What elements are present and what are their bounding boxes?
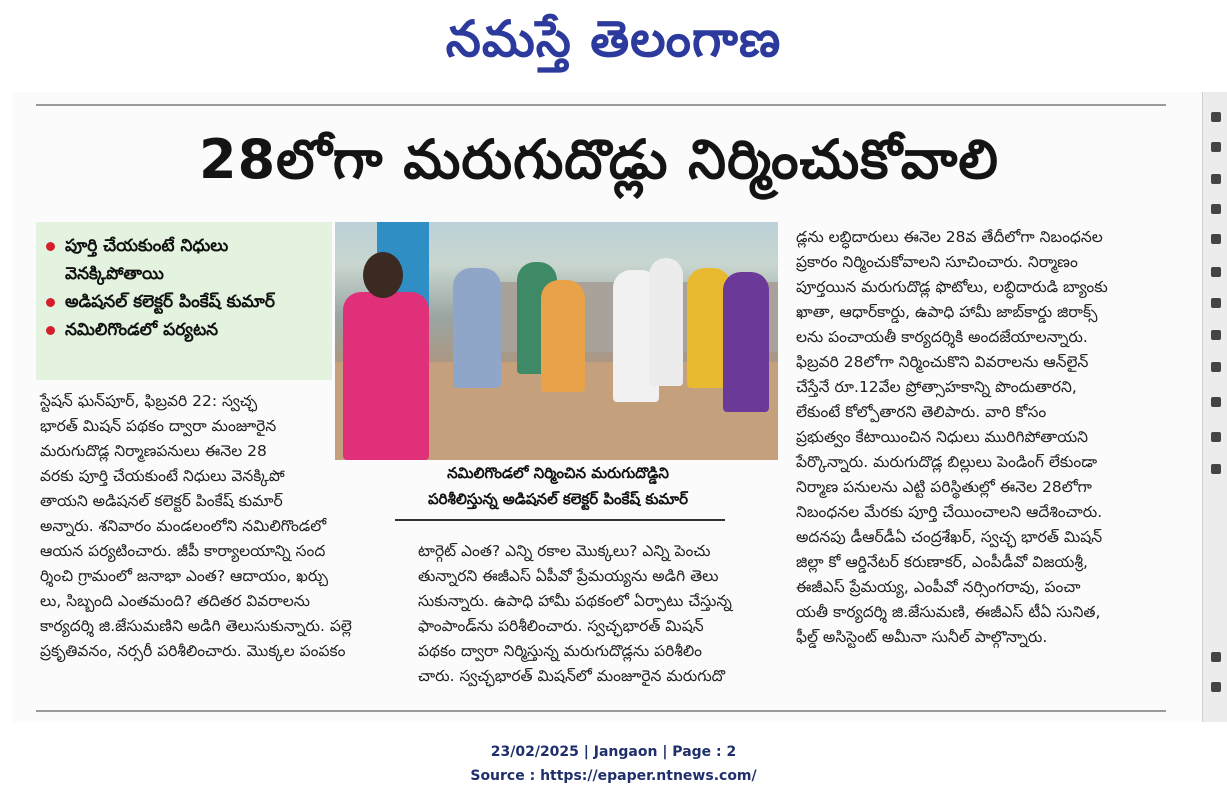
newspaper-logo: నమస్తే తెలంగాణ (445, 10, 782, 68)
highlight-item: అడిషనల్ కలెక్టర్ పింకేష్ కుమార్ (46, 288, 324, 316)
text-line: లు, సిబ్బంది ఎంతమంది? తదితర వివరాలను (40, 592, 311, 610)
article-headline: 28లోగా మరుగుదొడ్లు నిర్మించుకోవాలి (199, 128, 999, 191)
text-line: డ్లను లబ్ధిదారులు ఈనెల 28వ తేదీలోగా నిబంధనల (796, 228, 1103, 246)
bullet-icon (46, 326, 55, 335)
article-column-1 (40, 389, 392, 664)
highlight-item: పూర్తి చేయకుంటే నిధులు వెనక్కిపోతాయి (46, 232, 324, 288)
text-line: అదనపు డీఆర్‌డీఏ చంద్రశేఖర్, స్వచ్ఛ భారత్ మిషన్ (796, 528, 1103, 546)
text-line: ఫీల్డ్ అసిస్టెంట్ అమీనా సునీల్ పాల్గొన్నారు. (796, 628, 1048, 646)
footer (0, 740, 1227, 788)
adjacent-article-edge (1202, 92, 1227, 722)
text-line: నిర్మాణ పనులను ఎట్టి పరిస్థితుల్లో ఈనెల 28లోగా (796, 478, 1092, 496)
text-line: జిల్లా కో ఆర్డినేటర్ కరుణాకర్, ఎంపీడీవో విజయశ్రీ, (796, 553, 1088, 571)
caption-underline (395, 519, 725, 521)
text-line: పేర్కొన్నారు. మరుగుదొడ్ల బిల్లులు పెండింగ్ లేకుండా (796, 453, 1098, 471)
article-column-3 (796, 225, 1168, 650)
text-line: చారు. స్వచ్ఛభారత్ మిషన్‌లో మంజూరైన మరుగుదొ (418, 667, 726, 685)
text-line: భారత్ మిషన్ పథకం ద్వారా మంజూరైన (40, 417, 277, 435)
top-rule (36, 104, 1166, 106)
text-line: టార్గెట్ ఎంత? ఎన్ని రకాల మొక్కలు? ఎన్ని పెంచు (418, 542, 711, 560)
highlights-box (36, 222, 332, 380)
edition-info: 23/02/2025 | Jangaon | Page : 2 (490, 744, 737, 760)
bullet-icon (46, 298, 55, 307)
text-line: ఆయన పర్యటించారు. జీపీ కార్యాలయాన్ని సంద (40, 542, 326, 560)
masthead (0, 0, 1227, 78)
text-line: ప్రభుత్వం కేటాయించిన నిధులు మురిగిపోతాయని (796, 428, 1089, 446)
text-line: నిబంధనల మేరకు పూర్తి చేయించాలని ఆదేశించారు. (796, 503, 1103, 521)
text-line: లేకుంటే కోల్పోతారని తెలిపారు. వారి కోసం (796, 403, 1047, 421)
text-line: ర్శించి గ్రామంలో జనాభా ఎంత? ఆదాయం, ఖర్చు (40, 567, 328, 585)
text-line: తున్నారని ఈజీఎస్ ఏపీవో ప్రేమయ్యను అడిగి తెలు (418, 567, 719, 585)
article-column-2 (418, 539, 786, 689)
article-photo (335, 222, 778, 460)
text-line: ఈజీఎస్ ప్రేమయ్య, ఎంపీవో నర్సింగరావు, పంచా (796, 578, 1081, 596)
source-link[interactable]: Source : https://epaper.ntnews.com/ (470, 768, 757, 784)
photo-caption: నమిలిగొండలో నిర్మించిన మరుగుదొడ్డిని పరిశీలిస్తున్న అడిషనల్ కలెక్టర్ పింకేష్ కుమార్ (428, 464, 688, 508)
text-line: సుకున్నారు. ఉపాధి హామీ పథకంలో ఏర్పాటు చేస్తున్న (418, 592, 732, 610)
highlight-item: నమిలిగొండలో పర్యటన (46, 316, 324, 344)
text-line: పథకం ద్వారా నిర్మిస్తున్న మరుగుదొడ్లను పరిశీలిం (418, 642, 702, 660)
text-line: అన్నారు. శనివారం మండలంలోని నమిలిగొండలో (40, 517, 327, 535)
text-line: ప్రకారం నిర్మించుకోవాలని సూచించారు. నిర్మాణం (796, 253, 1078, 271)
text-line: ఖాతా, ఆధార్‌కార్డు, ఉపాధి హామీ జాబ్‌కార్డు జిరాక్స్ (796, 303, 1098, 321)
text-line: ప్రకృతివనం, నర్సరీ పరిశీలించారు. మొక్కల పంపకం (40, 642, 346, 660)
bottom-rule (36, 710, 1166, 712)
text-line: కార్యదర్శి జి.జేసుమణిని అడిగి తెలుసుకున్నారు. పల్లె (40, 617, 352, 635)
text-line: ఫిబ్రవరి 28లోగా నిర్మించుకొని వివరాలను ఆన్‌లైన్ (796, 353, 1089, 371)
text-line: వరకు పూర్తి చేయకుంటే నిధులు వెనక్కిపో (40, 467, 285, 485)
text-line: మరుగుదొడ్ల నిర్మాణపనులు ఈనెల 28 (40, 442, 267, 460)
text-line: యతీ కార్యదర్శి జి.జేసుమణి, ఈజీఎస్ టీఏ సునిత, (796, 603, 1101, 621)
text-line: ఫాంపాండ్‌ను పరిశీలించారు. స్వచ్ఛభారత్ మిషన్ (418, 617, 704, 635)
text-line: పూర్తయిన మరుగుదొడ్ల ఫొటోలు, లబ్ధిదారుడి బ్యాంకు (796, 278, 1108, 296)
text-line: లను పంచాయతీ కార్యదర్శికి అందజేయాలన్నారు. (796, 328, 1088, 346)
text-line: చేస్తేనే రూ.12వేల ప్రోత్సాహకాన్ని పొందుతారని, (796, 378, 1077, 396)
bullet-icon (46, 242, 55, 251)
text-line: తాయని అడిషనల్ కలెక్టర్ పింకేష్ కుమార్ (40, 492, 283, 510)
text-line: స్టేషన్ ఘన్‌పూర్, ఫిబ్రవరి 22: స్వచ్ఛ (40, 392, 258, 410)
